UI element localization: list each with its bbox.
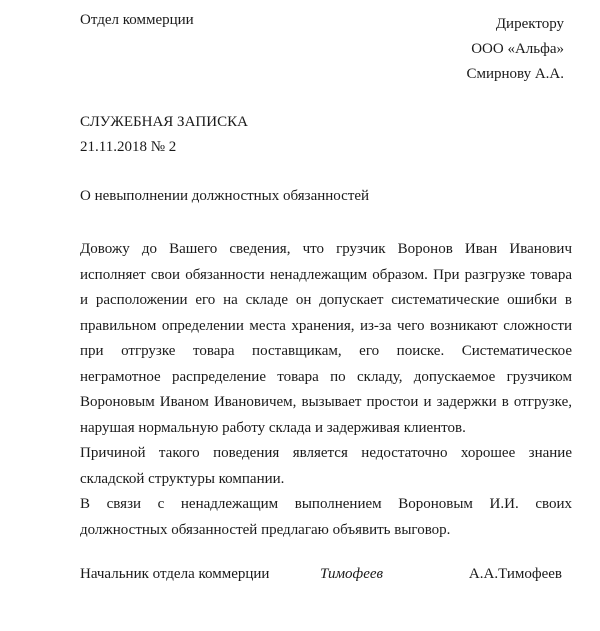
addressee-block xyxy=(466,12,564,87)
document-subject: О невыполнении должностных обязанностей xyxy=(80,188,370,204)
body-paragraph: В связи с ненадлежащим выполнением Вороновым И.И. своих должностных обязанностей предлагаю объявить выговор. xyxy=(80,496,572,538)
body-paragraph: Причиной такого поведения является недостаточно хорошее знание складской структуры компании. xyxy=(80,445,572,487)
body-paragraph: Довожу до Вашего сведения, что грузчик Воронов Иван Иванович исполняет свои обязанности ненадлежащим образом. При разгрузке товара и расположении его на складе он допускает систематические ошибки в правильном определении места хранения, из-за чего возникают сложности при отгрузке товара поставщикам, его поиске. Систематическое неграмотное распределение товара по складу, допускаемое грузчиком Вороновым Иваном Ивановичем, вызывает простои и задержки в отгрузке, нарушая нормальную работу склада и задерживая клиентов. xyxy=(80,241,572,436)
document-date-number: 21.11.2018 № 2 xyxy=(80,139,177,155)
document-body xyxy=(80,237,572,543)
sender-department: Отдел коммерции xyxy=(80,12,194,28)
document-title: СЛУЖЕБНАЯ ЗАПИСКА xyxy=(80,114,248,130)
addressee-position: Директору xyxy=(495,16,564,32)
signer-position: Начальник отдела коммерции xyxy=(80,566,270,582)
handwritten-signature: Тимофеев xyxy=(320,566,384,582)
addressee-name: Смирнову А.А. xyxy=(466,66,564,82)
signer-name: А.А.Тимофеев xyxy=(468,566,562,582)
addressee-company: ООО «Альфа» xyxy=(471,41,564,57)
